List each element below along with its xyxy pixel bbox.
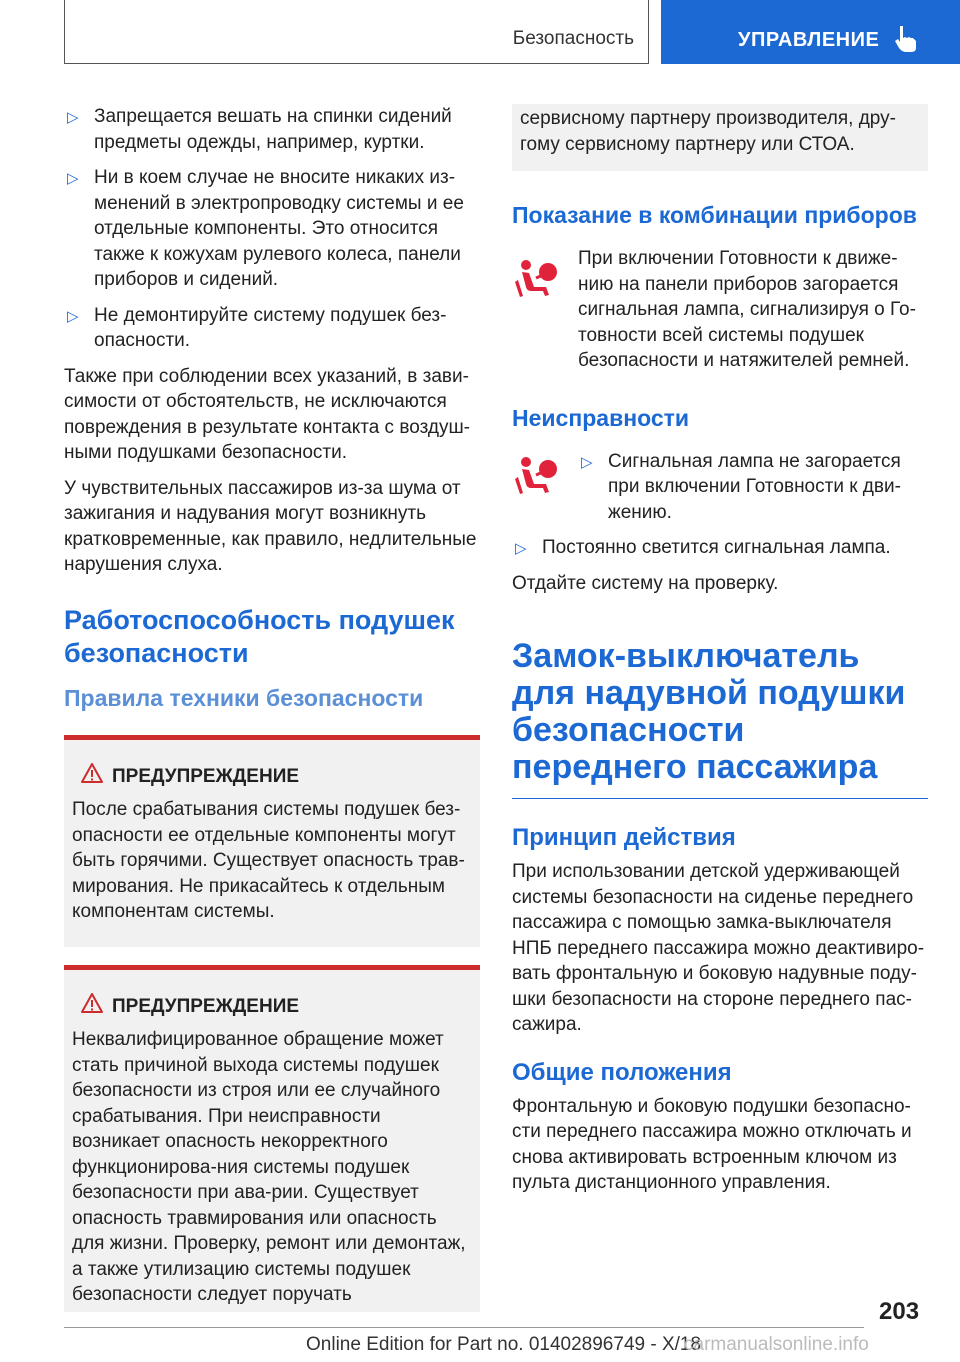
- triangle-bullet-icon: ▷: [515, 540, 527, 557]
- heading-instrument-cluster: Показание в комбинации приборов: [512, 202, 917, 228]
- heading-passenger-airbag-switch: Замок-выключатель для надувной подушки безопасности переднего пассажира: [512, 638, 928, 799]
- warning-title: ПРЕДУПРЕЖДЕНИЕ: [112, 765, 300, 787]
- triangle-bullet-icon: ▷: [67, 307, 79, 325]
- warning-box-handling: [64, 965, 480, 1312]
- right-column: [512, 104, 928, 1206]
- triangle-bullet-icon: ▷: [67, 109, 79, 126]
- heading-general: Общие положения: [512, 1058, 732, 1086]
- triangle-bullet-icon: ▷: [67, 170, 79, 187]
- footer-edition: Online Edition for Part no. 01402896749 - X/18: [306, 1334, 702, 1355]
- list-item: ▷ Ни в коем случае не вносите никаких из-менений в электропроводку системы и ее отдельные компоненты. Это относится также к кожухам рулевого колеса, панели приборов и сидений.: [67, 167, 464, 290]
- airbag-warning-icon: [512, 256, 560, 304]
- warning-box-hot-parts: [64, 735, 480, 947]
- chapter-tab-label: УПРАВЛЕНИЕ: [738, 29, 880, 51]
- warning-text: После срабатывания системы подушек без-опасности ее отдельные компоненты могут быть горячими. Существует опасность трав-мирования. Не прикасайтесь к отдельным компонентам системы.: [72, 799, 465, 922]
- warning-triangle-icon: [80, 992, 104, 1014]
- paragraph-hearing: У чувствительных пассажиров из-за шума от зажигания и надувания могут возникнуть кратковременные, как правило, недлительные нарушения слуха.: [64, 477, 477, 575]
- warning-triangle-icon: [80, 762, 104, 784]
- paragraph-damage: Также при соблюдении всех указаний, в зави-симости от обстоятельств, не исключаются повреждения в результате контакта с воздуш-ными подушками безопасности.: [64, 365, 471, 463]
- general-text: Фронтальную и боковую подушки безопасно-сти переднего пассажира можно отключать и снова активировать встроенным ключом из пульта дистанционного управления.: [512, 1095, 912, 1193]
- warning-continuation: сервисному партнеру производителя, дру-гому сервисному партнеру или СТОА.: [512, 104, 928, 171]
- heading-airbag-function: Работоспособность подушек безопасности: [64, 604, 455, 668]
- list-item: ▷ Постоянно светится сигнальная лампа.: [512, 535, 928, 561]
- warning-text: Неквалифицированное обращение может стать причиной выхода системы подушек безопасности из строя или ее случайного срабатывания. При неисправности возникает опасность некорректного функционирова-ния системы подушек безопасности при ава-рии. Существует опасность травмирования или опасность для жизни. Проверку, ремонт или демонтаж, а также утилизацию системы подушек безопасности следует поручать: [72, 1029, 466, 1305]
- hand-pointer-icon: [894, 24, 920, 54]
- heading-safety-rules: Правила техники безопасности: [64, 684, 424, 711]
- fault-action: Отдайте систему на проверку.: [512, 572, 779, 594]
- triangle-bullet-icon: ▷: [581, 453, 593, 471]
- footer-divider: [64, 1327, 864, 1328]
- airbag-warning-icon: [512, 453, 560, 501]
- page-number: 203: [879, 1298, 920, 1325]
- list-item: ▷ Запрещается вешать на спинки сидений предметы одежды, например, куртки.: [67, 106, 452, 153]
- section-title: Безопасность: [512, 28, 634, 49]
- chapter-tab[interactable]: [661, 0, 960, 64]
- heading-faults: Неисправности: [512, 404, 690, 431]
- indicator-paragraph: [512, 246, 928, 374]
- list-item: ▷ Не демонтируйте систему подушек без-опасности.: [67, 304, 447, 351]
- fault-paragraph: [512, 449, 928, 526]
- header-section-box: [64, 0, 649, 64]
- heading-principle: Принцип действия: [512, 824, 736, 851]
- left-column: [64, 104, 480, 1330]
- list-item: ▷ Сигнальная лампа не загорается при включении Готовности к дви-жению.: [581, 450, 901, 523]
- principle-text: При использовании детской удерживающей системы безопасности на сиденье переднего пассажира с помощью замка-выключателя НПБ переднего пассажира можно деактивиро-вать фронтальную и боковую надувные поду-шки безопасности на стороне переднего пас-сажира.: [512, 861, 925, 1035]
- watermark: carmanualsonline.info: [684, 1334, 869, 1355]
- warning-title: ПРЕДУПРЕЖДЕНИЕ: [112, 995, 300, 1017]
- indicator-text: При включении Готовности к движе-нию на панели приборов загорается сигнальная лампа, сигнализируя о Го-товности всей системы подушек безопасности и натяжителей ремней.: [578, 248, 916, 371]
